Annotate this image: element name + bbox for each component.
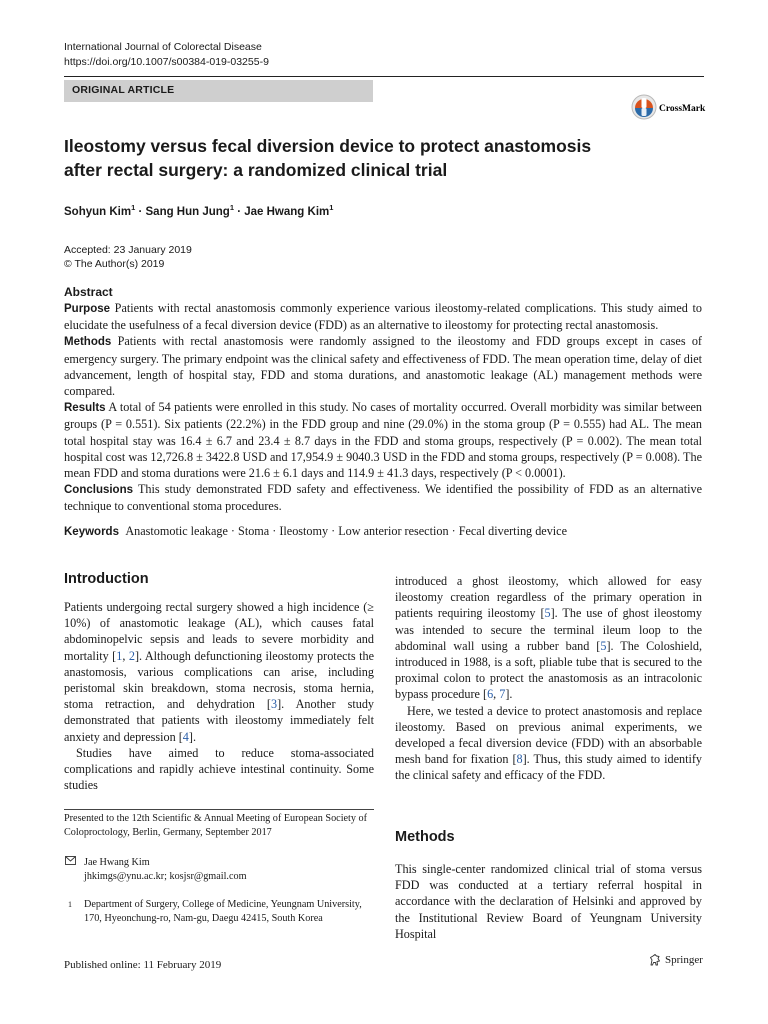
- keywords-label: Keywords: [64, 526, 119, 538]
- citation-link[interactable]: 4: [182, 729, 189, 744]
- doi-link[interactable]: https://doi.org/10.1007/s00384-019-03255-9: [64, 56, 269, 68]
- presented-note: Presented to the 12th Scientific & Annual Meeting of European Society of Coloproctology, Berlin, Germany, September 2017: [64, 813, 368, 838]
- journal-name: International Journal of Colorectal Disease: [64, 41, 262, 53]
- affiliation-marker: 1: [131, 203, 136, 212]
- keywords-list: Anastomotic leakage · Stoma · Ileostomy · Low anterior resection · Fecal diverting device: [125, 524, 567, 538]
- introduction-heading: Introduction: [64, 571, 149, 587]
- affiliation-number: 1: [68, 900, 72, 909]
- purpose-text: Patients with rectal anastomosis commonly experience various ileostomy-related complications. This study aimed to elucidate the usefulness of a fecal diversion device (FDD) as an alternative to ileostomy for protecting rectal anastomosis.: [64, 301, 702, 333]
- article-title: Ileostomy versus fecal diversion device to protect anastomosis after rectal surgery: a randomized clinical trial: [64, 136, 592, 180]
- author-separator: ·: [234, 205, 245, 218]
- copyright-line: © The Author(s) 2019: [64, 258, 165, 270]
- affiliation-marker: 1: [329, 203, 334, 212]
- accepted-date: Accepted: 23 January 2019: [64, 244, 192, 256]
- footnote-rule: [64, 809, 374, 810]
- introduction-section: [64, 571, 374, 793]
- citation-link[interactable]: 5: [600, 638, 607, 653]
- affiliation-note: [64, 898, 374, 925]
- introduction-continued: [395, 573, 702, 784]
- journal-header: [64, 40, 269, 70]
- affiliation-text: Department of Surgery, College of Medicine, Yeungnam University, 170, Hyeonchung-ro, Nam-gu, Daegu 42415, South Korea: [84, 899, 362, 924]
- methods-section: [395, 829, 702, 942]
- intro-paragraph: introduced a ghost ileostomy, which allowed for easy ileostomy creation regardless of the primary operation in patients requiring ileostomy [5]. The use of ghost ileostomy was intended to secure the terminal ileum loop to the abdominal wall using a rubber band [5]. The Coloshield, introduced in 1988, is a soft, pliable tube that is secured to the proximal colon to protect the anastomosis as an intracolonic bypass procedure [6, 7].: [395, 574, 702, 702]
- author-list: [64, 203, 333, 218]
- envelope-icon: [64, 856, 76, 870]
- intro-paragraph: Here, we tested a device to protect anastomosis and replace ileostomy. Based on previous animal experiments, we developed a fecal diversion device (FDD) with an absorbable mesh band for fixation [8]. Thus, this study aimed to identify the clinical safety and efficacy of the FDD.: [395, 703, 703, 783]
- springer-horse-icon: [648, 953, 662, 967]
- conclusions-text: This study demonstrated FDD safety and effectiveness. We identified the possibility of FDD as an alternative technique to conventional stoma procedures.: [64, 482, 702, 514]
- citation-link[interactable]: 3: [271, 697, 278, 712]
- methods-paragraph: This single-center randomized clinical trial of stoma versus FDD was conducted at a tertiary referral hospital in accordance with the declaration of Helsinki and approved by the Institutional Review Board of Yeungnam University Hospital: [395, 862, 702, 941]
- published-date: Published online: 11 February 2019: [64, 959, 222, 971]
- author-separator: ·: [135, 205, 146, 218]
- header-rule: [64, 76, 704, 77]
- publisher-name: Springer: [665, 954, 703, 966]
- affiliation-marker: 1: [229, 203, 235, 212]
- article-dates: [64, 243, 192, 271]
- crossmark-badge[interactable]: [630, 92, 710, 124]
- author-name: Jae Hwang Kim: [244, 205, 330, 218]
- citation-link[interactable]: 1: [116, 648, 123, 663]
- intro-paragraph: Patients undergoing rectal surgery showed a high incidence (≥ 10%) of anastomotic leakage (AL), which causes fatal abdominopelvic sepsis and leads to severe morbidity and mortality [1, 2]. Although defunctioning ileostomy protects the anastomosis, various complications can arise, including peristomal skin breakdown, stoma necrosis, stoma hernia, stoma retraction, and dehydration [3]. Another study demonstrated that patients with ileostomy immediately felt anxiety and depression [4].: [64, 600, 375, 744]
- intro-paragraph: Studies have aimed to reduce stoma-associated complications and rapidly achieve intestinal continuity. Some studies: [64, 745, 374, 793]
- conclusions-label: Conclusions: [64, 484, 134, 497]
- abstract-conclusions: [64, 481, 702, 514]
- abstract-heading: Abstract: [64, 285, 113, 299]
- crossmark-icon: [630, 92, 710, 124]
- citation-link[interactable]: 8: [516, 752, 523, 767]
- purpose-label: Purpose: [64, 303, 111, 315]
- methods-label: Methods: [64, 336, 112, 349]
- abstract-purpose: [64, 300, 702, 333]
- methods-text: Patients with rectal anastomosis were randomly assigned to the ileostomy and FDD groups except in cases of emergency surgery. The primary endpoint was the clinical safety and effectiveness of FDD. The mean operation time, delay of diet advancement, length of hospital stay, FDD and stoma durations, and anastomotic leakage (AL) management methods were compared.: [64, 334, 702, 399]
- keywords: [64, 524, 702, 539]
- results-text: A total of 54 patients were enrolled in this study. No cases of mortality occurred. Overall morbidity was similar between groups (P = 0.551). Six patients (22.2%) in the FDD group and nine (29.0%) in the stoma group (P = 0.555) had AL. The mean total hospital stay was 16.4 ± 6.7 and 23.4 ± 8.7 days in the FDD and stoma groups, respectively (P = 0.002). The mean total hospital cost was 12,726.8 ± 3422.8 USD and 17,954.9 ± 9040.3 USD in the FDD and stoma groups, respectively (P = 0.008). The mean FDD and stoma durations were 21.6 ± 6.1 days and 114.9 ± 41.3 days, respectively (P < 0.0001).: [64, 400, 702, 481]
- correspondence-name: Jae Hwang Kim: [84, 857, 150, 868]
- correspondence-email[interactable]: jhkimgs@ynu.ac.kr; kosjsr@gmail.com: [84, 870, 247, 882]
- abstract-methods: [64, 333, 702, 399]
- citation-link[interactable]: 6: [487, 687, 494, 702]
- results-label: Results: [64, 402, 106, 415]
- abstract-results: [64, 399, 702, 481]
- author-name: Sohyun Kim: [64, 205, 132, 218]
- publisher-logo: [648, 953, 703, 967]
- author-name: Sang Hun Jung: [145, 205, 230, 218]
- correspondence-note: [64, 856, 374, 883]
- article-type-badge: ORIGINAL ARTICLE: [64, 80, 373, 102]
- citation-link[interactable]: 7: [499, 687, 506, 702]
- citation-link[interactable]: 2: [128, 648, 135, 663]
- citation-link[interactable]: 5: [544, 606, 551, 621]
- abstract-body: [64, 300, 702, 515]
- crossmark-label: CrossMark: [659, 104, 706, 114]
- methods-heading: Methods: [395, 829, 455, 845]
